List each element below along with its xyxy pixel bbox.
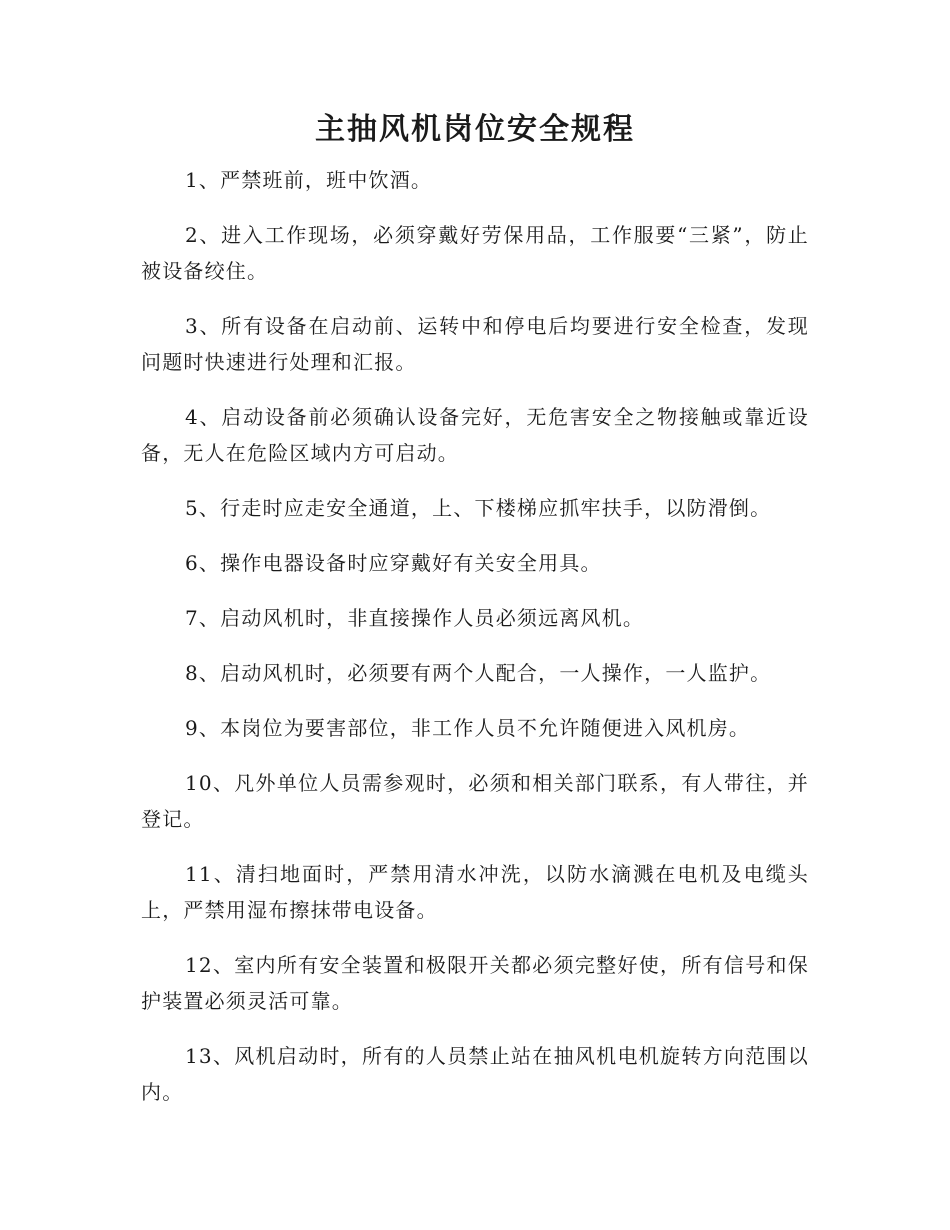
paragraph-12: 12、室内所有安全装置和极限开关都必须完整好使，所有信号和保护装置必须灵活可靠。 [141, 953, 809, 1013]
paragraph-11: 11、清扫地面时，严禁用清水冲洗，以防水滴溅在电机及电缆头上，严禁用湿布擦抹带电设备。 [141, 862, 809, 922]
paragraph-7: 7、启动风机时，非直接操作人员必须远离风机。 [185, 606, 645, 630]
paragraph-13: 13、风机启动时，所有的人员禁止站在抽风机电机旋转方向范围以内。 [141, 1044, 809, 1104]
paragraph-6: 6、操作电器设备时应穿戴好有关安全用具。 [185, 551, 602, 575]
document-title: 主抽风机岗位安全规程 [315, 112, 635, 147]
paragraph-4: 4、启动设备前必须确认设备完好，无危害安全之物接触或靠近设备，无人在危险区域内方可启动。 [141, 405, 809, 465]
paragraph-10: 10、凡外单位人员需参观时，必须和相关部门联系，有人带往，并登记。 [141, 771, 809, 831]
document-body [141, 162, 809, 1129]
paragraph-1: 1、严禁班前，班中饮酒。 [185, 168, 433, 192]
paragraph-2: 2、进入工作现场，必须穿戴好劳保用品，工作服要“三紧”，防止被设备绞住。 [141, 223, 809, 283]
paragraph-8: 8、启动风机时，必须要有两个人配合，一人操作，一人监护。 [185, 661, 772, 685]
paragraph-9: 9、本岗位为要害部位，非工作人员不允许随便进入风机房。 [185, 716, 751, 740]
paragraph-5: 5、行走时应走安全通道，上、下楼梯应抓牢扶手，以防滑倒。 [185, 496, 772, 520]
paragraph-3: 3、所有设备在启动前、运转中和停电后均要进行安全检查，发现问题时快速进行处理和汇报。 [141, 314, 809, 374]
